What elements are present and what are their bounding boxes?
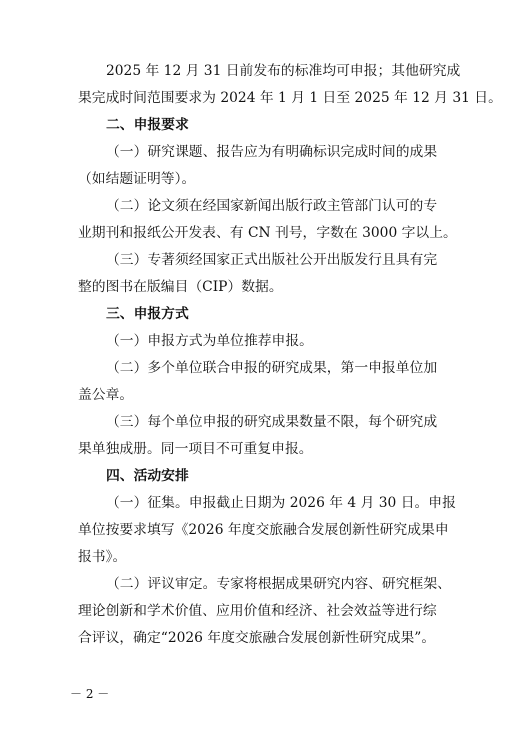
text-line: （二）论文须在经国家新闻出版行政主管部门认可的专 bbox=[106, 198, 438, 214]
text-line: 单位按要求填写《2026 年度交旅融合发展创新性研究成果申 bbox=[78, 522, 449, 538]
text-line: （三）专著须经国家正式出版社公开出版发行且具有完 bbox=[106, 252, 438, 268]
text-line: 果完成时间范围要求为 2024 年 1 月 1 日至 2025 年 12 月 31 日。 bbox=[78, 90, 502, 106]
document-body bbox=[78, 58, 502, 652]
text-line: （一）征集。申报截止日期为 2026 年 4 月 30 日。申报 bbox=[106, 495, 456, 511]
section-heading: 二、申报要求 bbox=[106, 117, 189, 133]
text-line: 业期刊和报纸公开发表、有 CN 刊号，字数在 3000 字以上。 bbox=[78, 225, 457, 241]
text-line: 报书》。 bbox=[78, 549, 127, 565]
text-line: （二）评议审定。专家将根据成果研究内容、研究框架、 bbox=[106, 576, 451, 592]
text-line: （如结题证明等）。 bbox=[78, 171, 196, 187]
section-heading: 四、活动安排 bbox=[106, 468, 189, 484]
text-line: 2025 年 12 月 31 日前发布的标准均可申报；其他研究成 bbox=[106, 63, 461, 79]
text-line: （二）多个单位联合申报的研究成果，第一申报单位加 bbox=[106, 360, 438, 376]
text-line: 理论创新和学术价值、应用价值和经济、社会效益等进行综 bbox=[78, 603, 437, 619]
section-heading: 三、申报方式 bbox=[106, 306, 189, 322]
text-line: （三）每个单位申报的研究成果数量不限，每个研究成 bbox=[106, 414, 438, 430]
text-line: （一）申报方式为单位推荐申报。 bbox=[106, 333, 313, 349]
text-line: 整的图书在版编目（CIP）数据。 bbox=[78, 279, 283, 295]
text-line: 果单独成册。同一项目不可重复申报。 bbox=[78, 441, 313, 457]
text-line: （一）研究课题、报告应为有明确标识完成时间的成果 bbox=[106, 144, 438, 160]
text-line: 合评议，确定“2026 年度交旅融合发展创新性研究成果”。 bbox=[78, 630, 436, 646]
text-line: 盖公章。 bbox=[78, 387, 134, 403]
page-number: － 2 － bbox=[70, 687, 110, 701]
